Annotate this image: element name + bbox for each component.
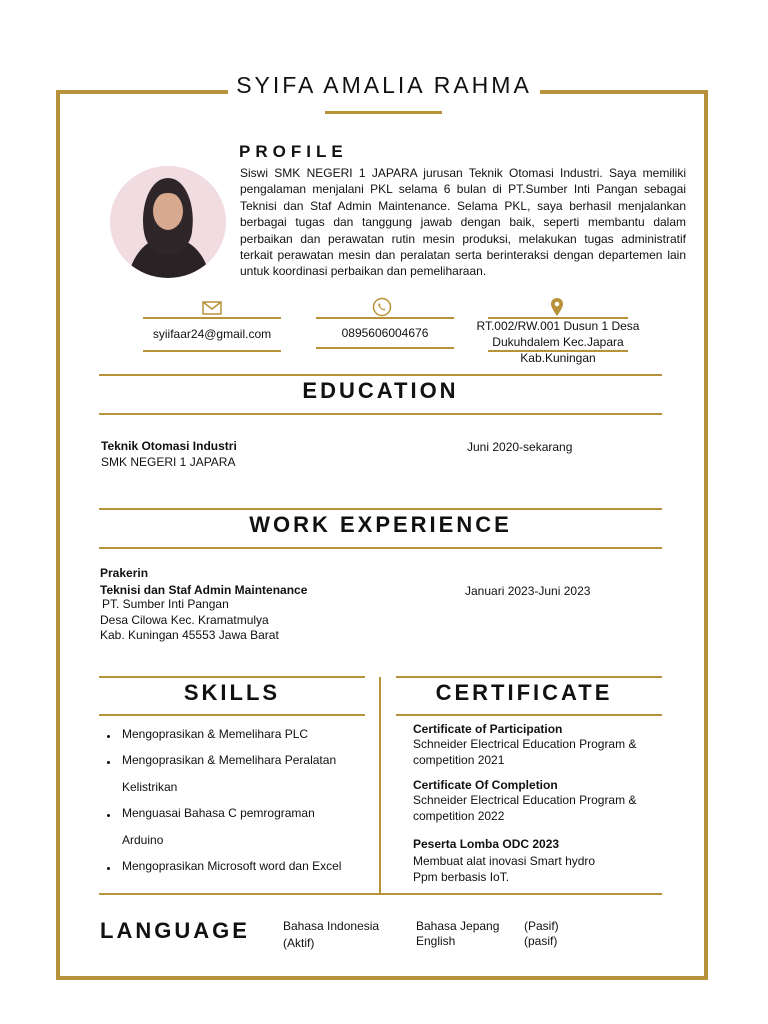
certificate-bottom-rule (396, 714, 662, 716)
certificate-top-rule (396, 676, 662, 678)
language-2: Bahasa Jepang (416, 919, 500, 933)
skill-item-plc: Mengoprasikan & Memelihara PLC (105, 727, 341, 753)
work-company: PT. Sumber Inti Pangan (102, 597, 229, 611)
work-period: Januari 2023-Juni 2023 (465, 584, 591, 598)
skills-top-rule (99, 676, 365, 678)
education-bottom-rule (99, 413, 662, 415)
certificate-2-line-2: competition 2022 (413, 809, 505, 823)
language-2-level: (Pasif) (524, 919, 559, 933)
avatar-photo-icon (110, 166, 226, 278)
education-heading: EDUCATION (302, 378, 459, 403)
skill-continuation-text: Kelistrikan (122, 780, 178, 794)
certificate-2-line-1: Schneider Electrical Education Program & (413, 793, 637, 807)
address-line-2: Dukuhdalem Kec.Japara (492, 335, 624, 349)
work-type: Prakerin (100, 566, 149, 580)
certificate-2-title: Certificate Of Completion (413, 778, 558, 792)
certificate-1-title: Certificate of Participation (413, 722, 563, 736)
work-role: Teknisi dan Staf Admin Maintenance (100, 583, 308, 597)
phone-icon (372, 297, 392, 322)
avatar (110, 166, 226, 278)
certificate-3-line-2: Ppm berbasis IoT. (413, 870, 510, 884)
language-1: Bahasa Indonesia (283, 919, 380, 933)
skill-item-bahasa-c: Menguasai Bahasa C pemrograman (105, 806, 341, 833)
certificate-heading: CERTIFICATE (435, 680, 613, 705)
education-school: SMK NEGERI 1 JAPARA (101, 455, 236, 469)
candidate-name: SYIFA AMALIA RAHMA (236, 72, 532, 98)
education-period: Juni 2020-sekarang (467, 440, 573, 454)
certificate-1-line-2: competition 2021 (413, 753, 505, 767)
phone-text[interactable]: 0895606004676 (341, 326, 429, 340)
phone-bottom-line (316, 347, 454, 349)
mail-icon (202, 300, 222, 321)
work-top-rule (99, 508, 662, 510)
skills-heading: SKILLS (183, 680, 281, 705)
skill-item-arduino (105, 833, 341, 859)
education-top-rule (99, 374, 662, 376)
skill-continuation-text: Arduino (122, 833, 164, 847)
bottom-rule (99, 893, 662, 895)
education-major: Teknik Otomasi Industri (101, 439, 237, 453)
email-text[interactable]: syiifaar24@gmail.com (152, 327, 272, 341)
language-heading: LANGUAGE (100, 918, 250, 943)
skills-list (105, 727, 341, 885)
work-bottom-rule (99, 547, 662, 549)
certificate-3-title: Peserta Lomba ODC 2023 (413, 837, 560, 851)
skill-item-office: Mengoprasikan Microsoft word dan Excel (105, 859, 341, 885)
skill-item-peralatan: Mengoprasikan & Memelihara Peralatan (105, 753, 341, 780)
work-heading: WORK EXPERIENCE (249, 512, 512, 537)
email-bottom-line (143, 350, 281, 352)
address-line-1: RT.002/RW.001 Dusun 1 Desa (476, 319, 640, 333)
certificate-3-line-1: Membuat alat inovasi Smart hydro (413, 854, 596, 868)
profile-heading: PROFILE (239, 142, 348, 161)
skill-item-kelistrikan (105, 780, 341, 806)
language-1-level: (Aktif) (283, 936, 315, 950)
name-underline (325, 111, 442, 114)
work-address-2: Kab. Kuningan 45553 Jawa Barat (100, 628, 279, 642)
address-line-3: Kab.Kuningan (520, 351, 596, 365)
skills-bottom-rule (99, 714, 365, 716)
language-3: English (416, 934, 456, 948)
column-divider (379, 677, 381, 894)
profile-summary: Siswi SMK NEGERI 1 JAPARA jurusan Teknik Otomasi Industri. Saya memiliki pengalaman menjalani PKL selama 6 bulan di PT.Sumber Inti Pangan sebagai Teknisi dan Staf Admin Maintenance. Selama PKL, saya berhasil menjalankan berbagai tugas dan tanggung jawab dengan baik, seperti membantu dalam perbaikan dan perawatan rutin mesin produksi, melakukan tugas administratif terkait perawatan mesin dan peralatan serta berinteraksi dengan departemen lain untuk koordinasi perbaikan dan pemeliharaan. (240, 166, 686, 279)
work-address-1: Desa Cilowa Kec. Kramatmulya (100, 613, 269, 627)
language-3-level: (pasif) (524, 934, 558, 948)
certificate-1-line-1: Schneider Electrical Education Program & (413, 737, 637, 751)
